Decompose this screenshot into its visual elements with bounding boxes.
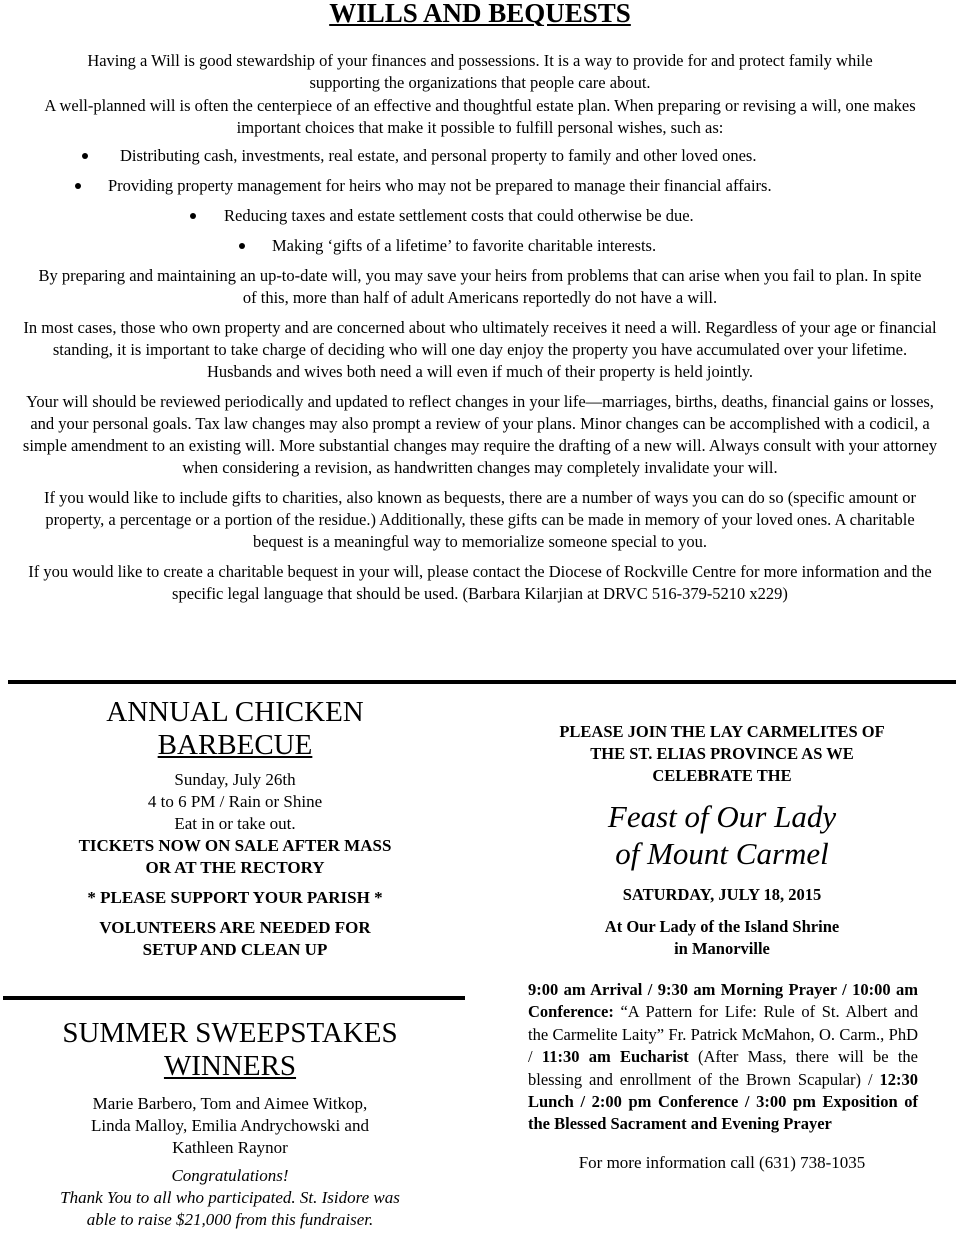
bbq-tickets-line1: TICKETS NOW ON SALE AFTER MASS [78,836,392,855]
schedule-text [508,979,936,1136]
carmel-invite-line1: PLEASE JOIN THE LAY CARMELITES OF [559,722,885,741]
wills-para4: In most cases, those who own property and are concerned about who ultimately receives it need a will. Regardless of your age or financial standing, it is important to take charge of deciding who will one day enjoy the property you have accumulated over your lifetime. Husbands and wives both need a will even if much of their property is held jointly. [23,318,937,381]
winners-line3: Kathleen Raynor [172,1138,288,1157]
bbq-tickets-line2: OR AT THE RECTORY [145,858,325,877]
feast-title-line1: Feast of Our Lady [607,799,837,834]
sweepstakes-title-line2: WINNERS [163,1050,297,1082]
wills-section [0,0,960,605]
wills-para7: If you would like to create a charitable bequest in your will, please contact the Diocese of Rockville Centre for more information and the specific legal language that should be used. (Barbara Kilarjian at DRVC 516-379-5210 x229) [28,562,932,603]
bullet-text: Providing property management for heirs who may not be prepared to manage their financial affairs. [108,176,772,195]
schedule-part2: “A Pattern for Life: Rule of St. Albert and the Carmelite Laity” Fr. Patrick McMahon, O. Carm., PhD / [528,1002,918,1067]
thanks-line2: able to raise $21,000 from this fundraiser. [86,1210,374,1229]
bbq-section [0,696,470,961]
thanks-line1: Thank You to all who participated. St. Isidore was [60,1188,400,1207]
info-phone: For more information call (631) 738-1035 [578,1152,866,1172]
carmel-invite-line2: THE ST. ELIAS PROVINCE AS WE [590,744,854,763]
wills-bullet-list [0,145,960,257]
section-divider [3,996,465,1000]
feast-date: SATURDAY, JULY 18, 2015 [622,885,822,904]
bbq-title-line1: ANNUAL CHICKEN [106,696,364,728]
location-line1: At Our Lady of the Island Shrine [604,917,840,936]
wills-para6: If you would like to include gifts to charities, also known as bequests, there are a number of ways you can do so (specific amount or property, a percentage or a portion of the residue.) Additionally, these gifts can be made in memory of your loved ones. A charitable bequest is a meaningful way to memorialize someone special to you. [44,488,916,551]
wills-para3: By preparing and maintaining an up-to-date will, you may save your heirs from problems that can arise when you fail to plan. In spite of this, more than half of adult Americans reportedly do not have a will. [38,266,922,307]
bullet-text: Reducing taxes and estate settlement costs that could otherwise be due. [224,206,694,225]
bbq-time: 4 to 6 PM / Rain or Shine [147,792,323,811]
section-divider [8,680,956,684]
schedule-part4: (After Mass, there will be the blessing and enrollment of the Brown Scapular) / [528,1047,918,1089]
bbq-support: * PLEASE SUPPORT YOUR PARISH * [87,888,383,907]
bbq-date: Sunday, July 26th [174,770,296,789]
bullet-text: Distributing cash, investments, real estate, and personal property to family and other loved ones. [120,146,757,165]
bullet-text: Making ‘gifts of a lifetime’ to favorite charitable interests. [272,236,657,255]
bullet-icon [239,243,245,249]
sweepstakes-title-line1: SUMMER SWEEPSTAKES [62,1017,398,1049]
sweepstakes-section [0,1017,460,1231]
bbq-eat: Eat in or take out. [174,814,296,833]
wills-para5: Your will should be reviewed periodically and updated to reflect changes in your life—marriages, births, deaths, financial gains or losses, and your personal goals. Tax law changes may also prompt a review of your plans. Minor changes can be accomplished with a codicil, a simple amendment to an existing will. More substantial changes may require the drafting of a new will. Always consult with your attorney when considering a revision, as handwritten changes may completely invalidate your will. [22,392,938,477]
bbq-volunteers-line1: VOLUNTEERS ARE NEEDED FOR [99,918,371,937]
bullet-icon [82,153,88,159]
schedule-part1: 9:00 am Arrival / 9:30 am Morning Prayer / 10:00 am Conference: [528,980,918,1022]
winners-line1: Marie Barbero, Tom and Aimee Witkop, [92,1094,368,1113]
list-item [0,235,960,257]
wills-title: WILLS AND BEQUESTS [329,0,631,26]
feast-title-line2: of Mount Carmel [615,836,829,871]
wills-para2: A well-planned will is often the centerpiece of an effective and thoughtful estate plan. When preparing or revising a will, one makes important choices that make it possible to fulfill personal wishes, such as: [44,96,916,137]
winners-line2: Linda Malloy, Emilia Andrychowski and [91,1116,369,1135]
carmel-invite-line3: CELEBRATE THE [652,766,792,785]
wills-intro: Having a Will is good stewardship of your finances and possessions. It is a way to provide for and protect family while supporting the organizations that people care about. [87,51,873,92]
carmel-section [508,721,936,1174]
schedule-part3: 11:30 am Eucharist [541,1047,689,1067]
schedule-part5: 12:30 Lunch / 2:00 pm Conference / 3:00 pm Exposition of the Blessed Sacrament and Evening Prayer [528,1069,918,1134]
bbq-title-line2: BARBECUE [157,729,313,761]
list-item [0,145,960,167]
bullet-icon [75,183,81,189]
list-item [0,205,960,227]
bullet-icon [190,213,196,219]
bbq-volunteers-line2: SETUP AND CLEAN UP [142,940,328,959]
congrats-text: Congratulations! [171,1166,289,1185]
list-item [0,175,960,197]
location-line2: in Manorville [674,939,770,958]
